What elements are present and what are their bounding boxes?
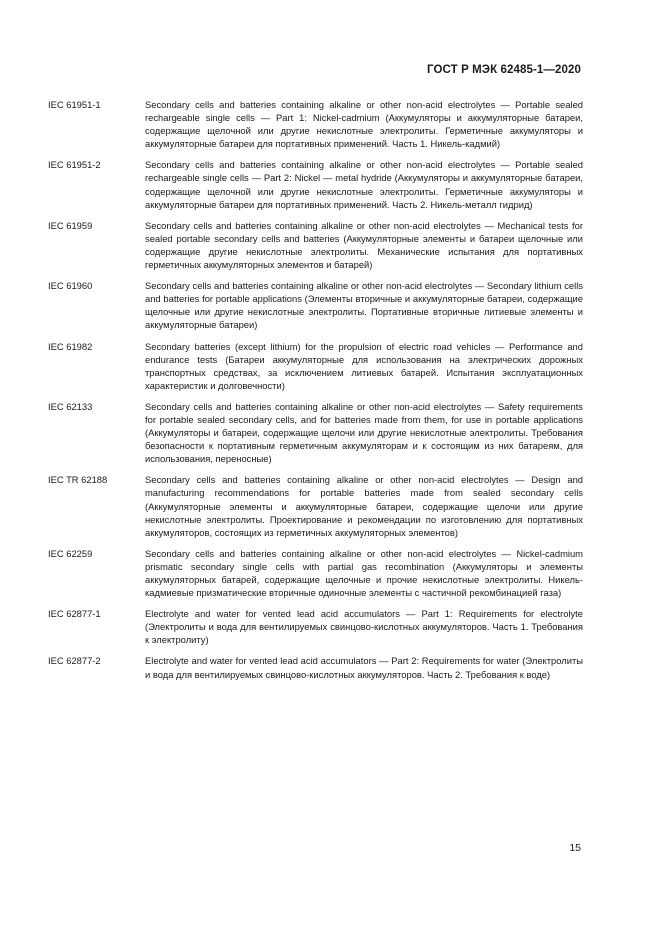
reference-title: Electrolyte and water for vented lead acid accumulators — Part 2: Requirements for water (Электролиты и вода для вентилируемых свинцово-кислотных аккумуляторов. Часть 2. Требования к воде) [145,655,583,680]
reference-code: IEC 61960 [48,280,93,292]
reference-code: IEC TR 62188 [48,474,108,486]
reference-title: Secondary batteries (except lithium) for the propulsion of electric road vehicles — Performance and endurance tests (Батареи аккумуляторные для использования на электрических дорожных транспортных средствах, за исключением литиевых батарей. Испытания эксплуатационных характеристик и долговечности) [145,340,583,391]
reference-entry [48,547,583,599]
reference-entry [48,279,583,331]
reference-entry [48,654,583,680]
reference-list [48,98,583,689]
reference-code: IEC 62877-1 [48,608,101,620]
reference-entry [48,400,583,465]
reference-entry [48,98,583,150]
reference-code: IEC 61959 [48,219,93,231]
reference-code: IEC 62877-2 [48,655,101,667]
reference-title: Electrolyte and water for vented lead acid accumulators — Part 1: Requirements for electrolyte (Электролиты и вода для вентилируемых свинцово-кислотных аккумуляторов. Часть 1. Требования к электролиту) [145,608,583,646]
reference-entry [48,219,583,271]
reference-title: Secondary cells and batteries containing alkaline or other non-acid electrolytes — Portable sealed rechargeable single cells — Part 1: Nickel-cadmium (Аккумуляторы и аккумуляторные батареи, содержащие щелочной или другие некислотные электролиты. Герметичные аккумуляторы и аккумуляторные батареи для портативных применений. Часть 1. Никель-кадмий) [145,99,583,150]
reference-title: Secondary cells and batteries containing alkaline or other non-acid electrolytes — Secondary lithium cells and batteries for portable applications (Элементы вторичные и аккумуляторные батареи, содержащие щелочные или другие некислотные электролиты. Портативные вторичные литиевые элементы и аккумуляторные батареи) [145,280,583,331]
reference-entry [48,158,583,210]
reference-code: IEC 62133 [48,400,93,412]
reference-entry [48,473,583,538]
reference-title: Secondary cells and batteries containing alkaline or other non-acid electrolytes — Design and manufacturing recommendations for portable batteries made from sealed secondary cells (Аккумуляторные элементы и аккумуляторные батареи, содержащие щелочи или другие некислотные электролиты. Проектирование и рекомендации по изготовлению для портативных аккумуляторов, состоящих из герметичных аккумуляторных элементов) [145,474,583,538]
reference-title: Secondary cells and batteries containing alkaline or other non-acid electrolytes — Nickel-cadmium prismatic secondary single cells with partial gas recombination (Аккумуляторы и элементы аккумуляторных батарей, содержащие щелочные и прочие некислотные электролиты. Никель-кадмиевые призматические вторичные одиночные элементы с частичной рекомбинацией газа) [145,547,583,599]
standard-designation: ГОСТ Р МЭК 62485-1—2020 [427,64,581,76]
reference-entry [48,340,583,392]
reference-code: IEC 61951-2 [48,159,101,171]
reference-title: Secondary cells and batteries containing alkaline or other non-acid electrolytes — Mechanical tests for sealed portable secondary cells and batteries (Аккумуляторные элементы и батареи щелочные или содержащие другие некислотные электролиты. Механические испытания для портативных герметичных аккумуляторных элементов и батарей) [145,219,583,271]
page-number: 15 [569,842,581,854]
reference-entry [48,607,583,646]
reference-code: IEC 61982 [48,340,93,352]
reference-title: Secondary cells and batteries containing alkaline or other non-acid electrolytes — Portable sealed rechargeable single cells — Part 2: Nickel — metal hydride (Аккумуляторы и аккумуляторные батареи, содержащие щелочной или другие некислотные электролиты. Герметичные аккумуляторы и аккумуляторные батареи для портативных применений. Часть 2. Никель-металл гидрид) [145,159,583,210]
reference-code: IEC 62259 [48,547,93,559]
reference-title: Secondary cells and batteries containing alkaline or other non-acid electrolytes — Safety requirements for portable sealed secondary cells, and for batteries made from them, for use in portable applications (Аккумуляторы и батареи, содержащие щелочи или другие некислотные электролиты. Требования безопасности к портативным герметичным аккумуляторам и к состоящим из них батареям, для использования, переносные) [145,400,583,465]
reference-code: IEC 61951-1 [48,99,101,110]
